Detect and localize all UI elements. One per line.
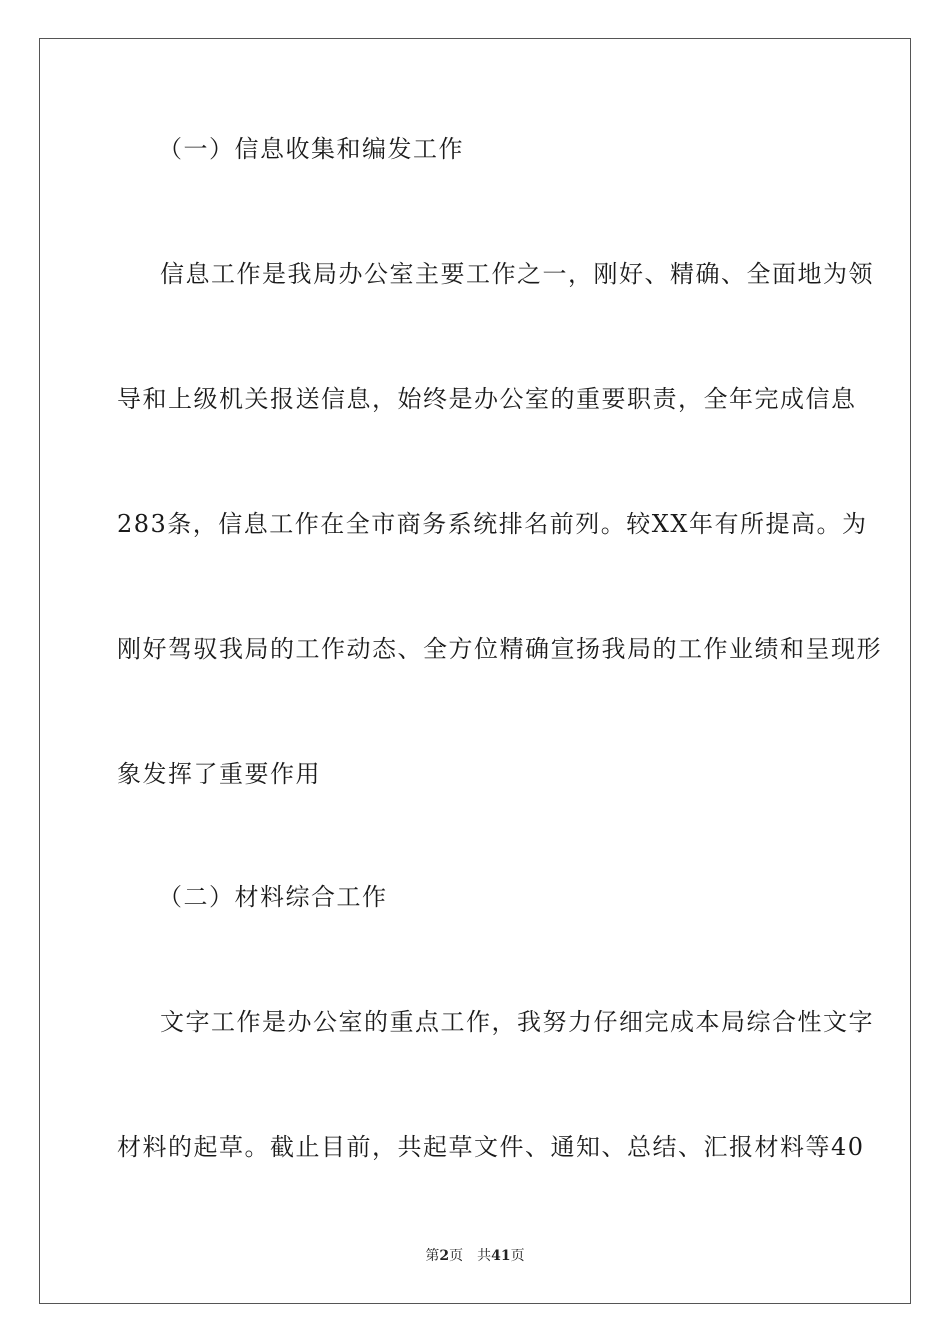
current-page-number: 2 (439, 1248, 450, 1264)
paragraph-1-line-2: 导和上级机关报送信息，始终是办公室的重要职责，全年完成信息 (117, 385, 857, 413)
page-suffix: 页 (510, 1248, 525, 1264)
paragraph-2-line-2: 材料的起草。截止目前，共起草文件、通知、总结、汇报材料等40 (117, 1133, 865, 1161)
page-border (39, 38, 911, 1304)
paragraph-1-line-1: 信息工作是我局办公室主要工作之一，刚好、精确、全面地为领 (160, 260, 874, 288)
page-prefix: 第 (425, 1248, 440, 1264)
paragraph-1-line-5: 象发挥了重要作用 (117, 760, 321, 788)
total-page-number: 41 (491, 1248, 511, 1264)
section-heading-1: （一）信息收集和编发工作 (158, 135, 464, 163)
paragraph-1-line-4: 刚好驾驭我局的工作动态、全方位精确宣扬我局的工作业绩和呈现形 (117, 635, 882, 663)
page-footer (0, 1247, 950, 1265)
paragraph-1-line-3: 283条，信息工作在全市商务系统排名前列。较XX年有所提高。为 (117, 510, 868, 538)
page-mid: 页 共 (449, 1248, 492, 1264)
section-heading-2: （二）材料综合工作 (158, 883, 388, 911)
paragraph-2-line-1: 文字工作是办公室的重点工作，我努力仔细完成本局综合性文字 (160, 1008, 874, 1036)
